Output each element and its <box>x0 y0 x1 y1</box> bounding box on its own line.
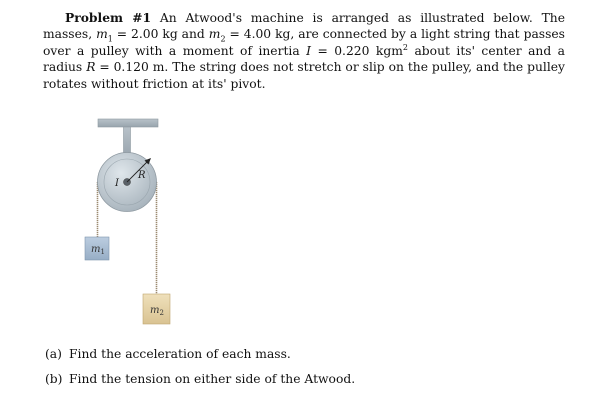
inertia-symbol: I <box>306 43 311 58</box>
inertia-exponent: 2 <box>402 42 408 52</box>
questions-list <box>45 346 355 396</box>
m1-value: = 2.00 kg and <box>112 27 209 42</box>
mass-2-label: $m_2$ <box>150 305 164 317</box>
problem-intro: An Atwood's machine is arranged as illustrated below. The masses, <box>43 11 565 42</box>
m2-value: = 4.00 kg, are connected by a light string that passes over a pulley with a moment of inertia <box>43 27 565 58</box>
question-b <box>45 371 355 387</box>
atwood-machine-figure <box>76 116 186 338</box>
mass-1-label: $m_1$ <box>91 244 105 256</box>
m1-symbol: m <box>96 27 108 42</box>
inertia-label: I <box>115 178 119 189</box>
ceiling-support <box>98 119 158 127</box>
question-a <box>45 346 355 362</box>
question-b-text: Find the tension on either side of the Atwood. <box>69 372 356 386</box>
m2-symbol: m <box>208 27 221 42</box>
m1-subscript: 1 <box>107 34 113 44</box>
problem-mid-text: about its' center and a radius <box>43 43 566 75</box>
radius-label: R <box>138 170 146 181</box>
question-a-text: Find the acceleration of each mass. <box>69 347 291 361</box>
radius-value: = 0.120 m. The string does not stretch or slip on the pulley, and the pulley rotates without friction at its' pivot. <box>43 60 566 91</box>
question-a-label: (a) <box>45 347 62 361</box>
problem-paragraph <box>43 10 565 92</box>
question-b-label: (b) <box>45 372 63 386</box>
atwood-diagram <box>76 116 186 338</box>
problem-statement <box>43 10 565 92</box>
problem-label: Problem #1 <box>65 10 152 25</box>
inertia-value: = 0.220 kgm <box>311 43 403 58</box>
radius-symbol: R <box>86 60 96 75</box>
m2-subscript: 2 <box>220 34 226 44</box>
